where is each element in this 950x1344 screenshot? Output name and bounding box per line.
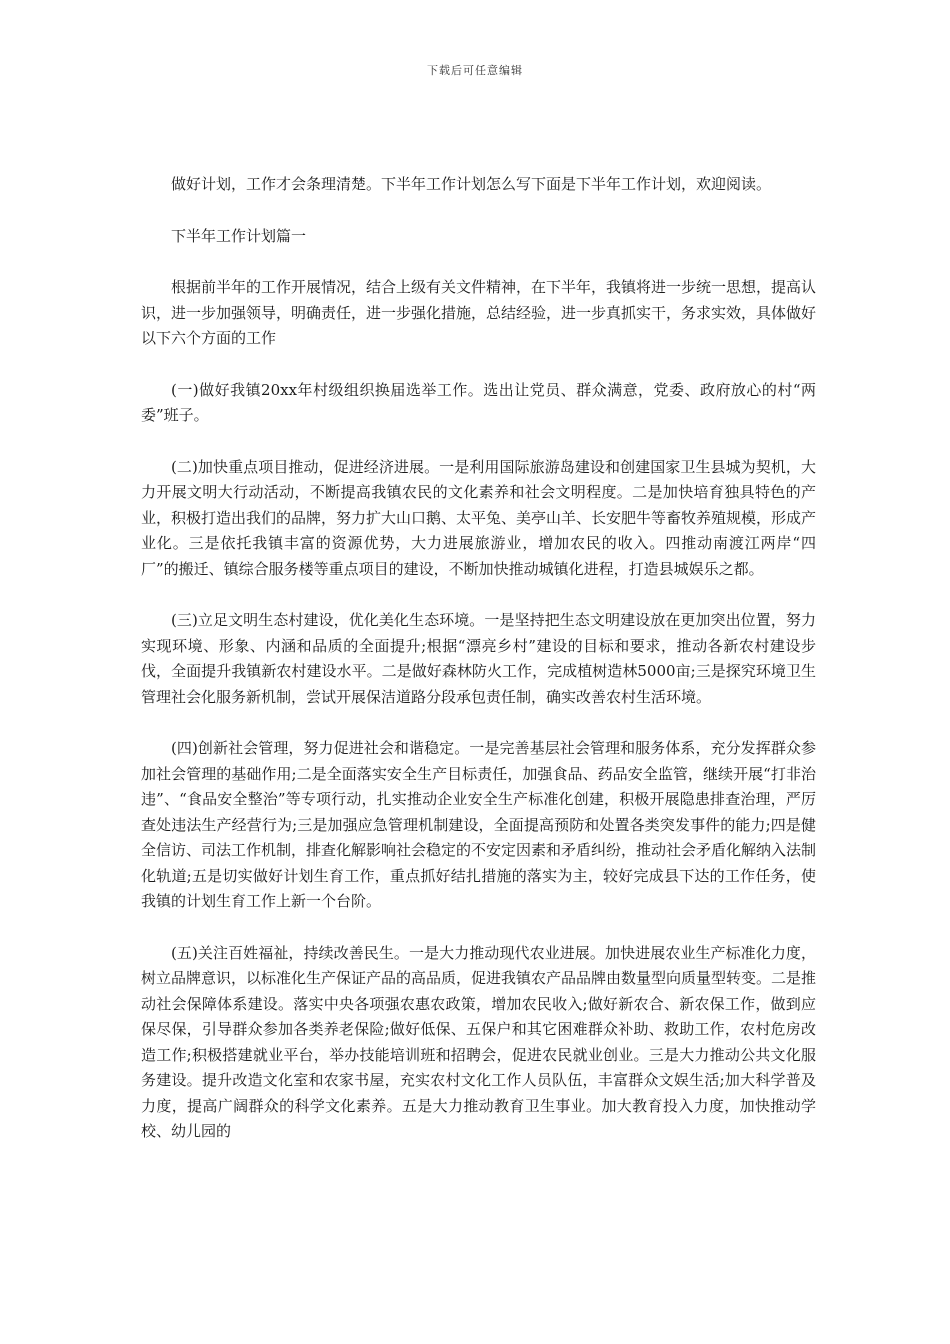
item-4-paragraph: (四)创新社会管理，努力促进社会和谐稳定。一是完善基层社会管理和服务体系，充分发挥群众参加社会管理的基础作用;二是全面落实安全生产目标责任，加强食品、药品安全监管，继续开展“打非治违”、“食品安全整治”等专项行动，扎实推动企业安全生产标准化创建，积极开展隐患排查治理，严厉查处违法生产经营行为;三是加强应急管理机制建设，全面提高预防和处置各类突发事件的能力;四是健全信访、司法工作机制，排查化解影响社会稳定的不安定因素和矛盾纠纷，推动社会矛盾化解纳入法制化轨道;五是切实做好计划生育工作，重点抓好结扎措施的落实为主，较好完成县下达的工作任务，使我镇的计划生育工作上新一个台阶。 <box>141 739 817 910</box>
section-heading: 下半年工作计划篇一 <box>171 226 307 245</box>
item-5-paragraph: (五)关注百姓福祉，持续改善民生。一是大力推动现代农业进展。加快进展农业生产标准化力度，树立品牌意识，以标准化生产保证产品的高品质，促进我镇农产品品牌由数量型向质量型转变。二是推动社会保障体系建设。落实中央各项强农惠农政策，增加农民收入;做好新农合、新农保工作，做到应保尽保，引导群众参加各类养老保险;做好低保、五保户和其它困难群众补助、救助工作，农村危房改造工作;积极搭建就业平台，举办技能培训班和招聘会，促进农民就业创业。三是大力推动公共文化服务建设。提升改造文化室和农家书屋，充实农村文化工作人员队伍，丰富群众文娱生活;加大科学普及力度，提高广阔群众的科学文化素养。五是大力推动教育卫生事业。加大教育投入力度，加快推动学校、幼儿园的 <box>141 943 817 1140</box>
page-header: 下载后可任意编辑 <box>427 64 523 77</box>
document-body <box>141 172 816 1171</box>
intro-paragraph: 做好计划，工作才会条理清楚。下半年工作计划怎么写下面是下半年工作计划，欢迎阅读。 <box>171 175 772 193</box>
overview-paragraph: 根据前半年的工作开展情况，结合上级有关文件精神，在下半年，我镇将进一步统一思想，提高认识，进一步加强领导，明确责任，进一步强化措施，总结经验，进一步真抓实干，务求实效，具体做好以下六个方面的工作 <box>141 278 817 347</box>
item-3-paragraph: (三)立足文明生态村建设，优化美化生态环境。一是坚持把生态文明建设放在更加突出位置，努力实现环境、形象、内涵和品质的全面提升;根据“漂亮乡村”建设的目标和要求，推动各新农村建设步伐，全面提升我镇新农村建设水平。二是做好森林防火工作，完成植树造林5000亩;三是探究环境卫生管理社会化服务新机制，尝试开展保洁道路分段承包责任制，确实改善农村生活环境。 <box>141 611 816 706</box>
item-1-paragraph: (一)做好我镇20xx年村级组织换届选举工作。选出让党员、群众满意，党委、政府放心的村“两委”班子。 <box>141 380 816 424</box>
item-2-paragraph: (二)加快重点项目推动，促进经济进展。一是利用国际旅游岛建设和创建国家卫生县城为契机，大力开展文明大行动活动，不断提高我镇农民的文化素养和社会文明程度。二是加快培育独具特色的产业，积极打造出我们的品牌，努力扩大山口鹅、太平兔、美亭山羊、长安肥牛等畜牧养殖规模，形成产业化。三是依托我镇丰富的资源优势，大力进展旅游业，增加农民的收入。四推动南渡江两岸“四厂”的搬迁、镇综合服务楼等重点项目的建设，不断加快推动城镇化进程，打造县城娱乐之都。 <box>141 457 817 578</box>
